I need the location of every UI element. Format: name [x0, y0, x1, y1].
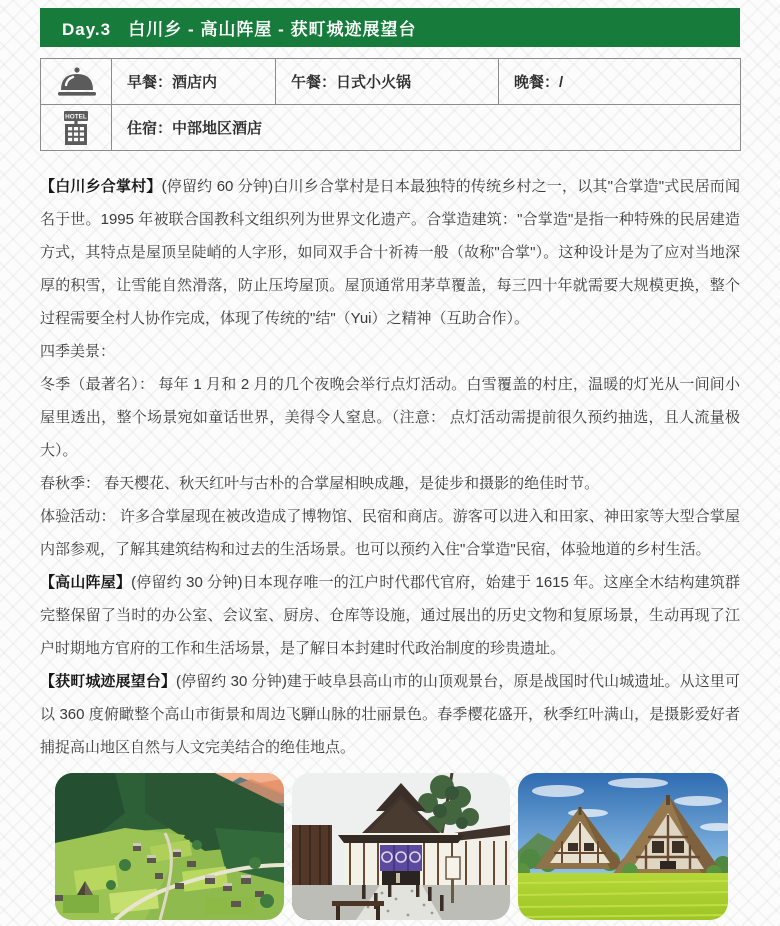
seasons-heading-text: 四季美景：: [40, 343, 116, 360]
shirakawa-village-aerial-illustration: [55, 773, 284, 920]
paragraph-winter: [40, 368, 740, 467]
section-title-ogimachi: 【获町城迹展望台】: [40, 673, 176, 690]
gassho-houses-illustration: [518, 773, 728, 920]
cloche-icon: [56, 66, 96, 98]
activities-text: 体验活动： 许多合掌屋现在被改造成了博物馆、民宿和商店。游客可以进入和田家、神田家等大型合掌屋内部参观，了解其建筑结构和过去的生活场景。也可以预约入住"合掌造"民宿，体验地道的乡村生活。: [40, 508, 740, 558]
paragraph-seasons-heading: [40, 335, 740, 368]
paragraph-spring-autumn: [40, 467, 740, 500]
meal-lodging-table: [40, 58, 741, 151]
section-title-takayama: 【高山阵屋】: [40, 574, 132, 591]
breakfast-cell: 早餐：酒店内: [112, 59, 276, 105]
takayama-jinya-photo: [292, 773, 510, 920]
itinerary-text: [40, 170, 740, 764]
lodging-cell: 住宿：中部地区酒店: [112, 105, 741, 151]
section-title-shirakawa: 【白川乡合掌村】: [40, 178, 162, 195]
hotel-sign-text: HOTEL: [65, 113, 87, 121]
hotel-icon: [59, 110, 93, 146]
spring-autumn-text: 春秋季： 春天樱花、秋天红叶与古朴的合掌屋相映成趣，是徒步和摄影的绝佳时节。: [40, 475, 600, 492]
lodging-icon-cell: [41, 105, 112, 151]
dinner-cell: 晚餐：/: [499, 59, 741, 105]
paragraph-shirakawa: [40, 170, 740, 335]
photo-strip: [55, 773, 736, 920]
shirakawa-village-aerial-photo: [55, 773, 284, 920]
takayama-jinya-illustration: [292, 773, 510, 920]
section-body-shirakawa: (停留约 60 分钟)白川乡合掌村是日本最独特的传统乡村之一，以其"合掌造"式民居而闻名于世。1995 年被联合国教科文组织列为世界文化遗产。合掌造建筑："合掌造"是指一种特殊的民居建造方式，其特点是屋顶呈陡峭的人字形，如同双手合十祈祷一般（故称"合掌"）。这种设计是为了应对当地深厚的积雪，让雪能自然滑落，防止压垮屋顶。屋顶通常用茅草覆盖，每三四十年就需要大规模更换，整个过程需要全村人协作完成，体现了传统的"结"（Yui）之精神（互助合作）。: [40, 178, 740, 327]
paragraph-takayama-jinya: [40, 566, 740, 665]
gassho-houses-photo: [518, 773, 728, 920]
section-body-ogimachi: (停留约 30 分钟)建于岐阜县高山市的山顶观景台，原是战国时代山城遗址。从这里可以 360 度俯瞰整个高山市街景和周边飞騨山脉的壮丽景色。春季樱花盛开，秋季红叶满山，是摄影爱好者捕捉高山地区自然与人文完美结合的绝佳地点。: [40, 673, 740, 756]
winter-text: 冬季（最著名）： 每年 1 月和 2 月的几个夜晚会举行点灯活动。白雪覆盖的村庄，温暖的灯光从一间间小屋里透出，整个场景宛如童话世界，美得令人窒息。（注意： 点灯活动需提前很久预约抽选，且人流量极大）。: [40, 376, 740, 459]
meal-icon-cell: [41, 59, 112, 105]
lodging-row: [41, 105, 741, 151]
day-header-bar: [40, 8, 740, 47]
paragraph-ogimachi: [40, 665, 740, 764]
lunch-cell: 午餐：日式小火锅: [276, 59, 499, 105]
meals-row: [41, 59, 741, 105]
paragraph-activities: [40, 500, 740, 566]
section-body-takayama: (停留约 30 分钟)日本现存唯一的江户时代郡代官府，始建于 1615 年。这座全木结构建筑群完整保留了当时的办公室、会议室、厨房、仓库等设施，通过展出的历史文物和复原场景，生动再现了江户时期地方官府的工作和生活场景，是了解日本封建时代政治制度的珍贵遗址。: [40, 574, 740, 657]
day-title: Day.3 白川乡 - 高山阵屋 - 获町城迹展望台: [62, 20, 417, 39]
